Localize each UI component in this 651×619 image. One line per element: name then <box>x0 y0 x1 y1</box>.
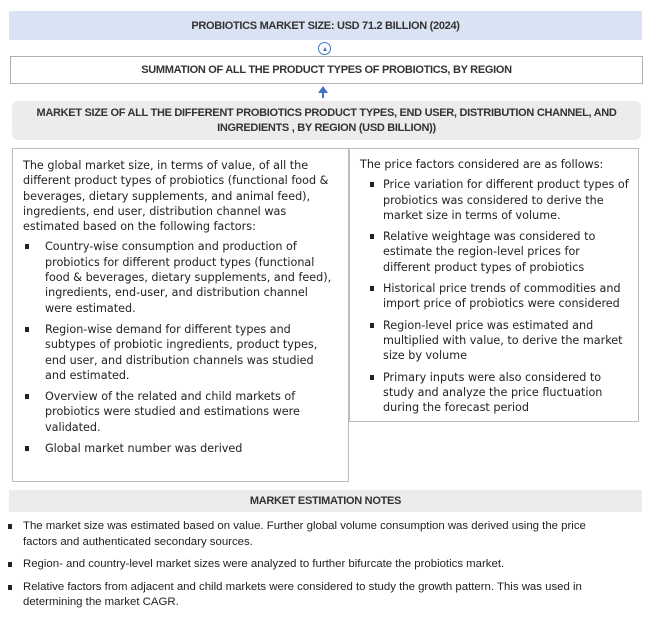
value-factors-intro: The global market size, in terms of value, of all the different product types of probiotics (functional food & beverages, dietary supplements, and animal feed), ingredients, end user, distribution channel was estimated based on the following factors: <box>23 159 329 234</box>
price-factors-panel <box>349 148 639 422</box>
bullet-icon <box>8 585 12 590</box>
bullet-icon <box>370 375 374 380</box>
market-size-banner <box>9 11 642 40</box>
summation-box <box>10 56 643 84</box>
value-factors-list <box>23 239 338 456</box>
bullet-icon <box>370 286 374 291</box>
bullet-icon <box>8 562 12 567</box>
market-size-title: PROBIOTICS MARKET SIZE: USD 71.2 BILLION (2024) <box>191 19 460 32</box>
circle-up-arrow-icon <box>318 42 331 55</box>
market-size-label: MARKET SIZE OF ALL THE DIFFERENT PROBIOTICS PRODUCT TYPES, END USER, DISTRIBUTION CHANNEL, AND INGREDIENTS , BY REGION (USD BILLION)) <box>36 106 617 134</box>
bullet-icon <box>370 182 374 187</box>
arrow-up-icon <box>318 86 328 98</box>
list-item: Region-wise demand for different types and subtypes of probiotic ingredients, product types, end user, and distribution channels was studied and estimated. <box>23 322 338 383</box>
bullet-icon <box>370 323 374 328</box>
notes-header <box>9 490 642 512</box>
bullet-icon <box>8 524 12 529</box>
bullet-icon <box>25 394 29 399</box>
bullet-icon <box>25 327 29 332</box>
bullet-icon <box>370 234 374 239</box>
list-item: Country-wise consumption and production of probiotics for different product types (functional food & beverages, dietary supplements, and feed), ingredients, end-user, and distribution channel were estimated. <box>23 239 338 315</box>
list-item: Price variation for different product types of probiotics was considered to derive the market size in terms of volume. <box>370 177 630 223</box>
value-factors-panel <box>12 148 349 482</box>
bullet-icon <box>25 446 29 451</box>
list-item: Region-level price was estimated and multiplied with value, to derive the market size by volume <box>370 318 630 364</box>
notes-list <box>8 519 648 611</box>
list-item: Overview of the related and child markets of probiotics were studied and estimations were validated. <box>23 389 338 435</box>
price-factors-intro: The price factors considered are as follows: <box>360 158 604 171</box>
market-size-box <box>12 101 641 140</box>
summation-label: SUMMATION OF ALL THE PRODUCT TYPES OF PROBIOTICS, BY REGION <box>141 64 512 76</box>
list-item: Historical price trends of commodities and import price of probiotics were considered <box>370 281 630 312</box>
list-item: Global market number was derived <box>23 441 338 456</box>
list-item: The market size was estimated based on value. Further global volume consumption was derived using the price factors and authenticated secondary sources. <box>8 519 648 550</box>
list-item: Relative weightage was considered to estimate the region-level prices for different product types of probiotics <box>370 229 630 275</box>
list-item: Region- and country-level market sizes were analyzed to further bifurcate the probiotics market. <box>8 557 648 573</box>
notes-title: MARKET ESTIMATION NOTES <box>249 495 402 507</box>
list-item: Primary inputs were also considered to study and analyze the price fluctuation during the forecast period <box>370 370 630 416</box>
price-factors-list <box>370 177 630 415</box>
bullet-icon <box>25 244 29 249</box>
estimation-notes <box>8 519 648 618</box>
list-item: Relative factors from adjacent and child markets were considered to study the growth pattern. This was used in determining the market CAGR. <box>8 580 648 611</box>
